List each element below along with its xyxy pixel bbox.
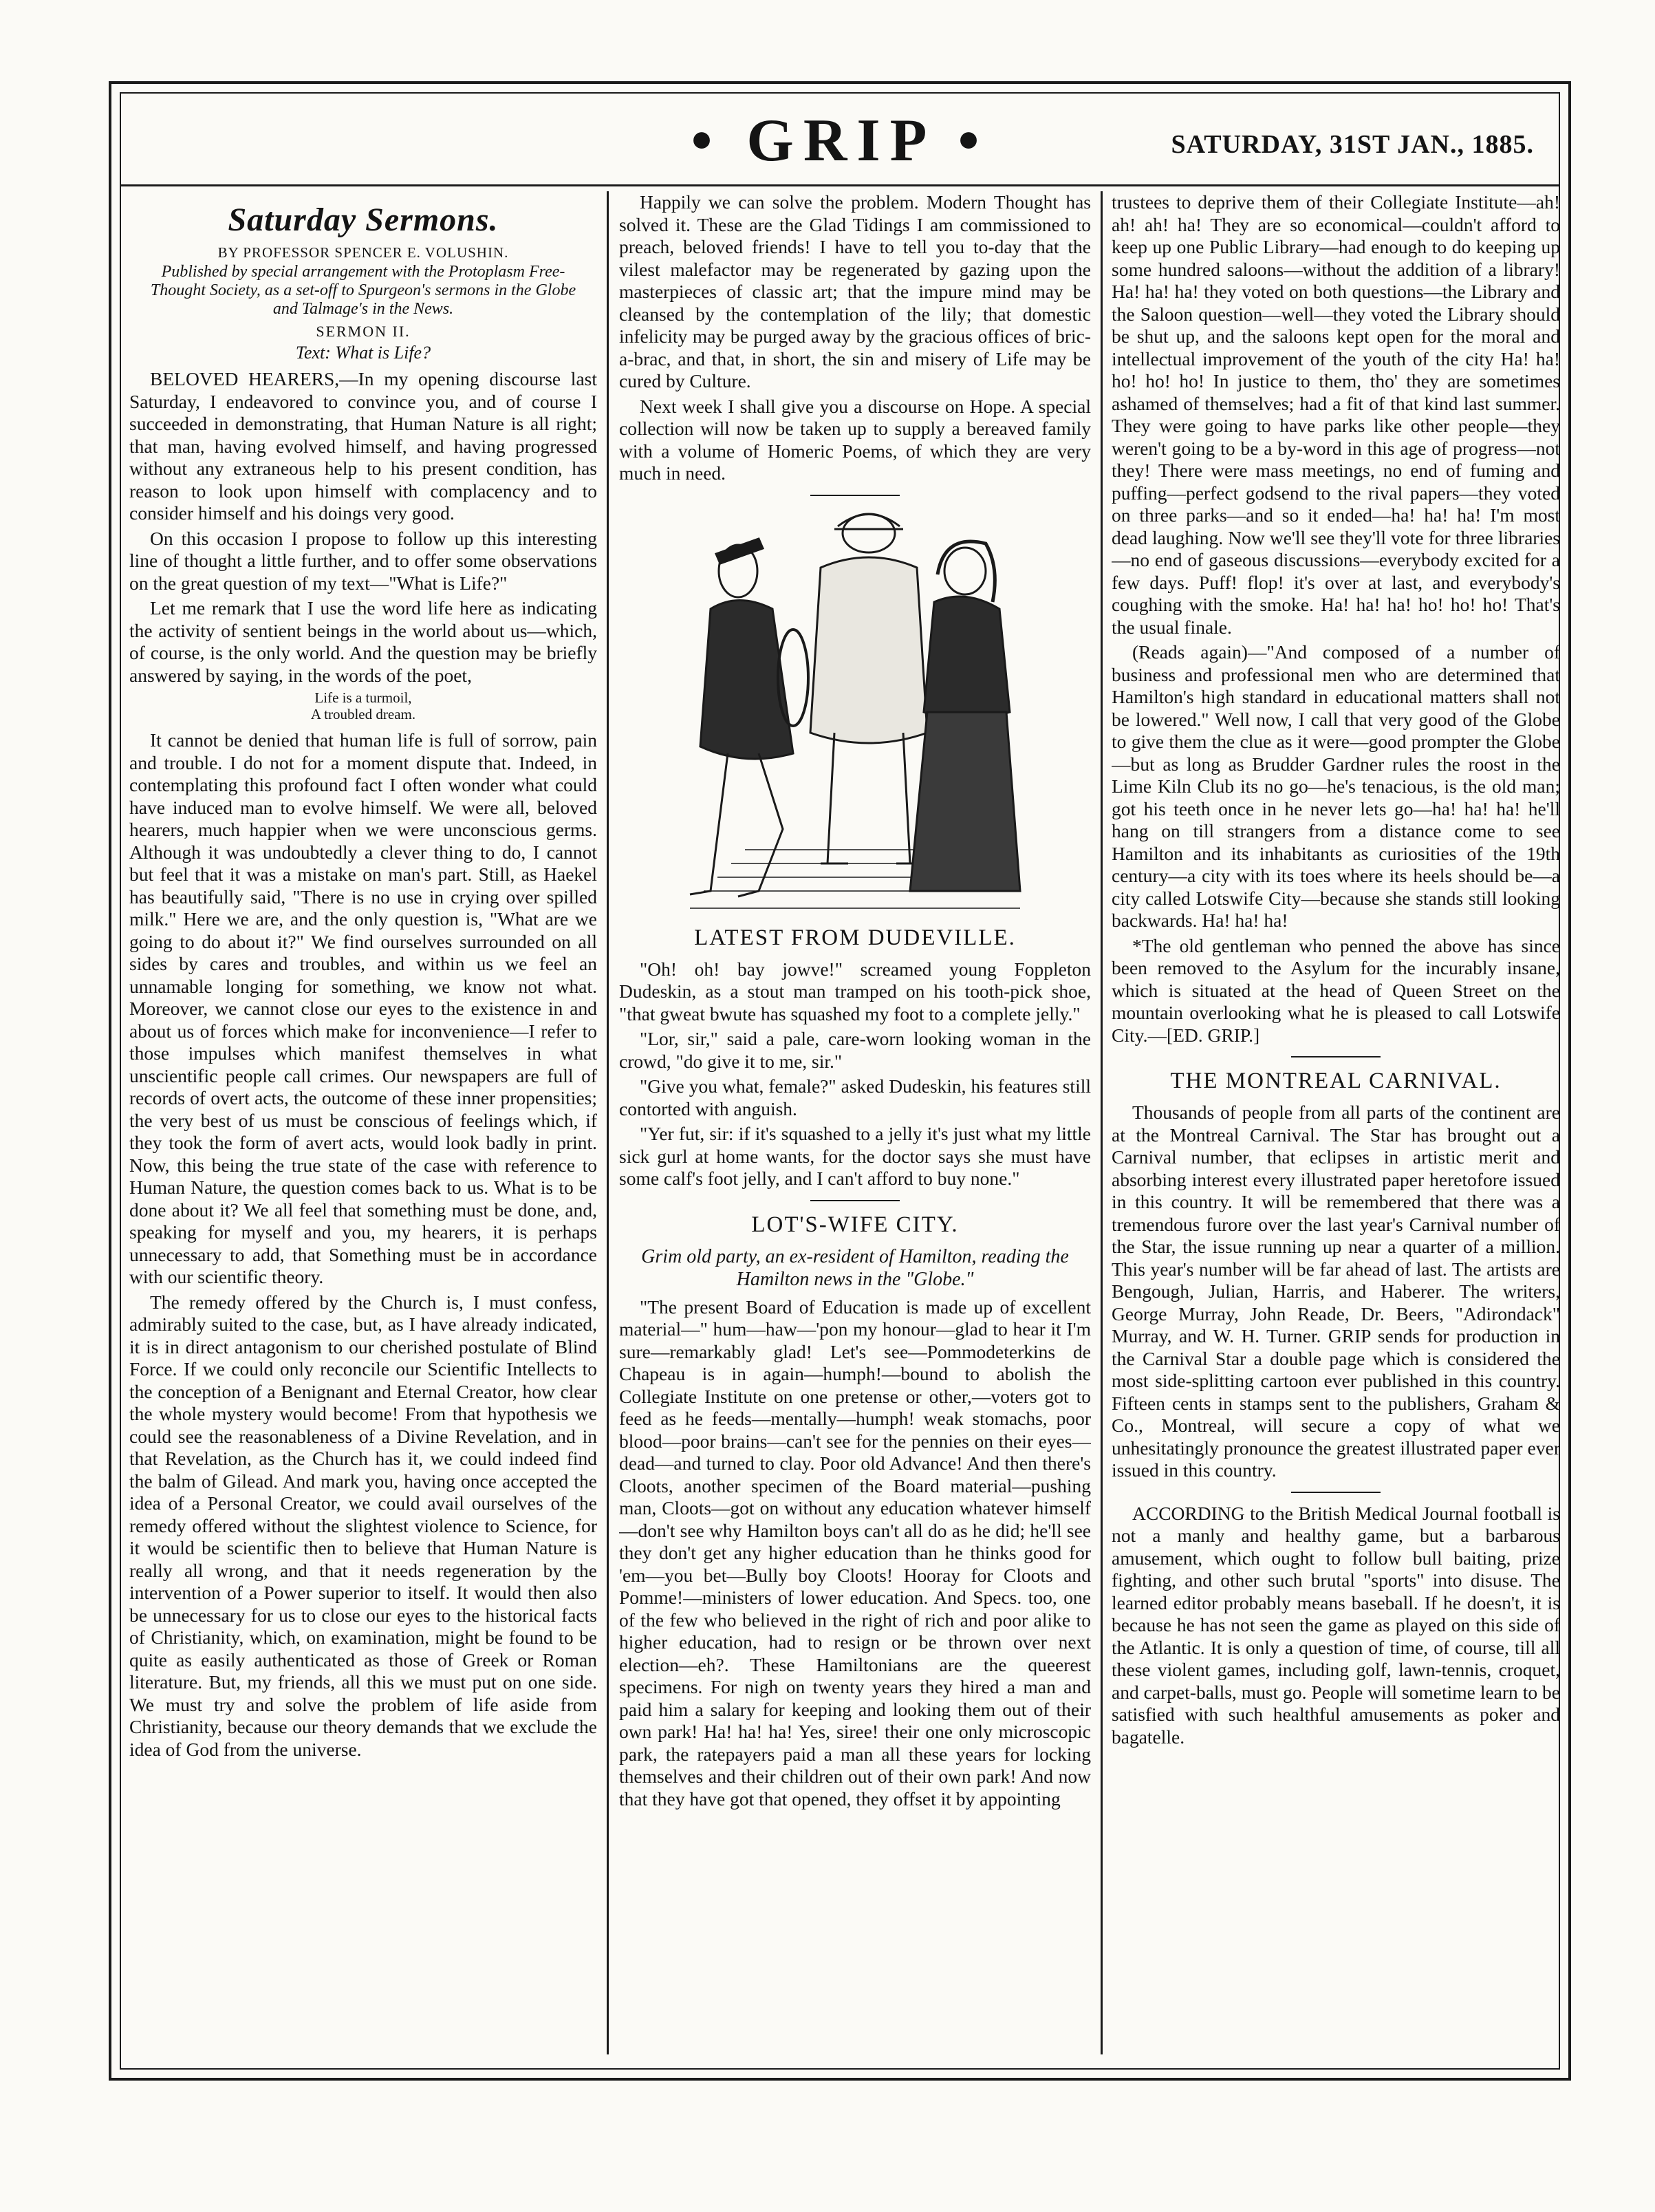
- column-1: [129, 191, 597, 2054]
- page-inner-frame: [120, 92, 1560, 2070]
- editor-note: *The old gentleman who penned the above has since been removed to the Asylum for the incurably insane, which is situated at the head of Queen Street on the mountain overlooking what he is pleased to call Lotswife City.—[ED. GRIP.]: [1112, 934, 1560, 1046]
- paragraph: "Yer fut, sir: if it's squashed to a jelly it's just what my little sick gurl at home wants, for the doctor says she must have some calf's foot jelly, and I can't afford to buy none.": [619, 1123, 1091, 1189]
- paragraph: "Oh! oh! bay jowve!" screamed young Foppleton Dudeskin, as a stout man tramped on his tooth-pick shoe, "that gweat bwute has squashed my foot to a complete jelly.": [619, 958, 1091, 1024]
- separator-rule: [810, 1200, 900, 1201]
- column-rule: [1101, 191, 1103, 2054]
- paragraph: Thousands of people from all parts of the continent are at the Montreal Carnival. The Star has brought out a Carnival number, that eclipses in artistic merit and absorbing interest every illustrated paper heretofore issued in this country. It will be remembered that there was a tremendous furore over the last year's Carnival number of the Star, the issue running up near a quarter of a million. This year's number will be far ahead of last. The artists are Bengough, Julian, Harris, and Haberer. The writers, George Murray, John Reade, Dr. Beers, "Adirondack" Murray, and W. H. Turner. GRIP sends for production in the Carnival Star a double page which is considered the most side-splitting cartoon ever published in this country. Fifteen cents in stamps sent to the publishers, Graham & Co., Montreal, will secure a copy of what we unhesitatingly pronounce the greatest illustrated paper ever issued in this country.: [1112, 1102, 1560, 1481]
- issue-date: SATURDAY, 31ST JAN., 1885.: [1171, 130, 1534, 159]
- sermon-number: SERMON II.: [316, 323, 411, 340]
- publication-note: Published by special arrangement with the Protoplasm Free-Thought Society, as a set-off to Spurgeon's sermons in the Globe and Talmage's in the News.: [150, 263, 576, 318]
- masthead-title: • GRIP •: [691, 107, 989, 174]
- masthead: [121, 94, 1559, 186]
- verse-line: A troubled dream.: [310, 706, 416, 722]
- paragraph: The remedy offered by the Church is, I must confess, admirably suited to the case, but, as I have already indicated, it is in direct antagonism to our cherished postulate of Blind Force. If we could only reconcile our Scientific Intellects to the conception of a Benignant and Eternal Creator, how clear the whole mystery would become! From that hypothesis we could see the reasonableness of a Divine Revelation, and in that Revelation, as the Church has it, we could indeed find the balm of Gilead. And mark you, having once accepted the idea of a Personal Creator, we could avail ourselves of the remedy offered without the slightest violence to Science, for it would be scientific then to believe that Human Nature is really all wrong, and that it needs regeneration by the intervention of a Power superior to itself. It would then also be unnecessary for us to close our eyes to the historical facts of Christianity, which, on examination, might be found to be quite as easily authenticated as those of Greek or Roman literature. But, my friends, all this we must put on one side. We must try and solve the problem of life aside from Christianity, because our theory demands that we exclude the idea of God from the universe.: [129, 1291, 597, 1760]
- paragraph: "Lor, sir," said a pale, care-worn looking woman in the crowd, "do give it to me, sir.": [619, 1028, 1091, 1072]
- dudeskin-legs: [690, 753, 783, 896]
- paragraph: Happily we can solve the problem. Modern Thought has solved it. These are the Glad Tidings I am commissioned to preach, beloved friends! I have to tell you to-day that the vilest malefactor may be regenerated by gazing upon the masterpieces of classic art; that the impure mind may be cleansed by the contemplation of the lily; that domestic infelicity may be purged away by the gracious offices of bric-a-brac, and that, in short, the sin and misery of Life may be cured by Culture.: [619, 191, 1091, 391]
- paragraph: On this occasion I propose to follow up this interesting line of thought a little further, and to offer some observations on the great question of my text—"What is Life?": [129, 527, 597, 594]
- woman-head: [944, 548, 986, 594]
- paragraph: "Give you what, female?" asked Dudeskin, his features still contorted with anguish.: [619, 1075, 1091, 1119]
- column-rule: [607, 191, 609, 2054]
- stout-man-head: [843, 514, 895, 552]
- sermon-text: Text: What is Life?: [295, 343, 431, 363]
- byline: BY PROFESSOR SPENCER E. VOLUSHIN.: [217, 244, 509, 261]
- stout-man-body: [810, 557, 927, 743]
- column-3: [1112, 191, 1560, 2054]
- cartoon-illustration: [662, 506, 1048, 919]
- article-subhead: Grim old party, an ex-resident of Hamilton, reading the Hamilton news in the "Globe.": [641, 1245, 1069, 1290]
- paragraph: Let me remark that I use the word life here as indicating the activity of sentient beings in the world about us—which, of course, is the only world. And the question may be briefly answered by saying, in the words of the poet,: [129, 597, 597, 686]
- separator-rule: [810, 495, 900, 496]
- article-title: LOT'S-WIFE CITY.: [751, 1212, 959, 1237]
- separator-rule: [1291, 1056, 1381, 1057]
- paragraph: trustees to deprive them of their Collegiate Institute—ah! ah! ah! ha! They are so economical—couldn't afford to keep up one Public Library—had enough to do keeping up some hundred saloons—without the addition of a library! Ha! ha! ha! they voted on both questions—the Library and the Saloon question—well—they voted the Library should be shut up, and the saloons kept open for the moral and intellectual improvement of the youth of the city Ha! ha! ho! ho! ho! In justice to them, tho' they are sometimes ashamed of themselves; had a fit of that kind last summer. They were going to have parks like other people—they weren't going to be a by-word in this age of progress—not they! There were mass meetings, no end of fuming and puffing—perfect godsend to the rival papers—they voted on three parks—and so it ended—ha! ha! ha! I'm most dead laughing. Now we'll see they'll vote for three libraries—no end of gaseous discussions—everybody excited for a few days. Puff! flop! it's over at last, and everybody's coughing with the smoke. Ha! ha! ha! ho! ho! ho! That's the usual finale.: [1112, 191, 1560, 638]
- verse: [129, 689, 597, 722]
- paragraph: Next week I shall give you a discourse on Hope. A special collection will now be taken up to supply a bereaved family with a volume of Homeric Poems, of which they are very much in need.: [619, 395, 1091, 484]
- section-heading: Saturday Sermons.: [228, 202, 499, 238]
- verse-line: Life is a turmoil,: [314, 689, 412, 706]
- woman-skirt: [910, 712, 1020, 891]
- paragraph: BELOVED HEARERS,—In my opening discourse last Saturday, I endeavored to convince you, and of course I succeeded in demonstrating, that Human Nature is all right; that man, having evolved himself, and having progressed without any extraneous help to his present condition, has reason to look upon himself with complacency and to consider himself and his doings very good.: [129, 368, 597, 524]
- paragraph: It cannot be denied that human life is full of sorrow, pain and trouble. I do not for a moment dispute that. Indeed, in contemplating this profound fact I often wonder what could have induced man to evolve himself. We were all, beloved hearers, much happier when we were unconscious germs. Although it was undoubtedly a clever thing to do, I cannot but feel that it was a mistake on man's part. Still, as Haekel has beautifully said, "There is no use in crying over spilled milk." Here we are, and the only question is, "What are we going to do about it?" We find ourselves surrounded on all sides by cares and troubles, and within us we feel an unnamable longing for something, we know not what. Moreover, we cannot close our eyes to the existence in and about us of forces which make for inconvenience—I refer to those impulses which manifest themselves in what unscientific people call crimes. Our newspapers are full of records of overt acts, the outcome of these inner propensities; the very best of us must be conscious of feelings which, if they took the form of avert acts, would look badly in print. Now, this being the true state of the case with reference to Human Nature, the question comes back to us. What is to be done about it? We all feel that something must be done, and, speaking for myself and you, my hearers, it is perhaps unnecessary to add, that Something must be in accordance with our scientific theory.: [129, 729, 597, 1287]
- article-title: THE MONTREAL CARNIVAL.: [1170, 1069, 1502, 1093]
- woman-shawl: [924, 597, 1010, 719]
- cartoon-title: LATEST FROM DUDEVILLE.: [694, 925, 1016, 950]
- paragraph: "The present Board of Education is made up of excellent material—" hum—haw—'pon my honour—glad to hear it I'm sure—remarkably glad! Let's see—Pommodeterkins de Chapeau is in again—humph!—bound to abolish the Collegiate Institute on one pretense or other,—voters got to feed as he feeds—mentally—humph! weak stomachs, poor blood—poor brains—can't see for the pennies on their eyes—dead—and turned to clay. Poor old Advance! And then there's Cloots, another specimen of the Board material—pushing man, Cloots—got on without any education whatever himself—don't see why Hamilton boys can't all do as he did; he'll see they don't get any higher education than he thinks good for 'em—you bet—Bully boy Cloots! Hooray for Cloots and Pomme!—ministers of lower education. And Specs. too, one of the few who believed in the right of rich and poor alike to higher education, had to resign or be thrown over next election—eh?. These Hamiltonians are the queerest specimens. For nigh on twenty years they hired a man and paid him a salary for keeping and looking them out of their own park! Ha! ha! ha! Yes, siree! their one only microscopic park, the ratepayers paid a man all these years for locking themselves and their children out of their own park! And now that they have got that opened, they offset it by appointing: [619, 1296, 1091, 1810]
- paragraph: (Reads again)—"And composed of a number of business and professional men who are determined that Hamilton's high standard in educational matters shall not be lowered." Well now, I call that very good of the Globe to give them the clue as it were—good prompter the Globe—but as long as Brudder Gardner rules the roost in the Lime Kiln Club its no go—he's tenacious, is the old man; got his teeth once in he never lets go—ha! ha! ha! he'll hang on till strangers from a distance come to see Hamilton and its inhabitants as curiosities of the 19th century—a city with its toes where its heels should be—a city called Lotswife City—because she stands still looking backwards. Ha! ha! ha!: [1112, 641, 1560, 931]
- separator-rule: [1291, 1492, 1381, 1493]
- page-frame: [109, 81, 1571, 2081]
- paragraph: ACCORDING to the British Medical Journal football is not a manly and healthy game, but a barbarous amusement, which ought to follow bull baiting, prize fighting, and other such brutal "sports" into disuse. The learned editor probably means baseball. If he doesn't, it is because he has not seen the game as played on this side of the Atlantic. It is only a question of time, of course, till all these violent games, including golf, lawn-tennis, croquet, and carpet-balls, must go. People will sometime learn to be satisfied with such healthful amusements as poker and bagatelle.: [1112, 1502, 1560, 1748]
- column-2: [619, 191, 1091, 2054]
- stout-man-legs: [821, 733, 924, 863]
